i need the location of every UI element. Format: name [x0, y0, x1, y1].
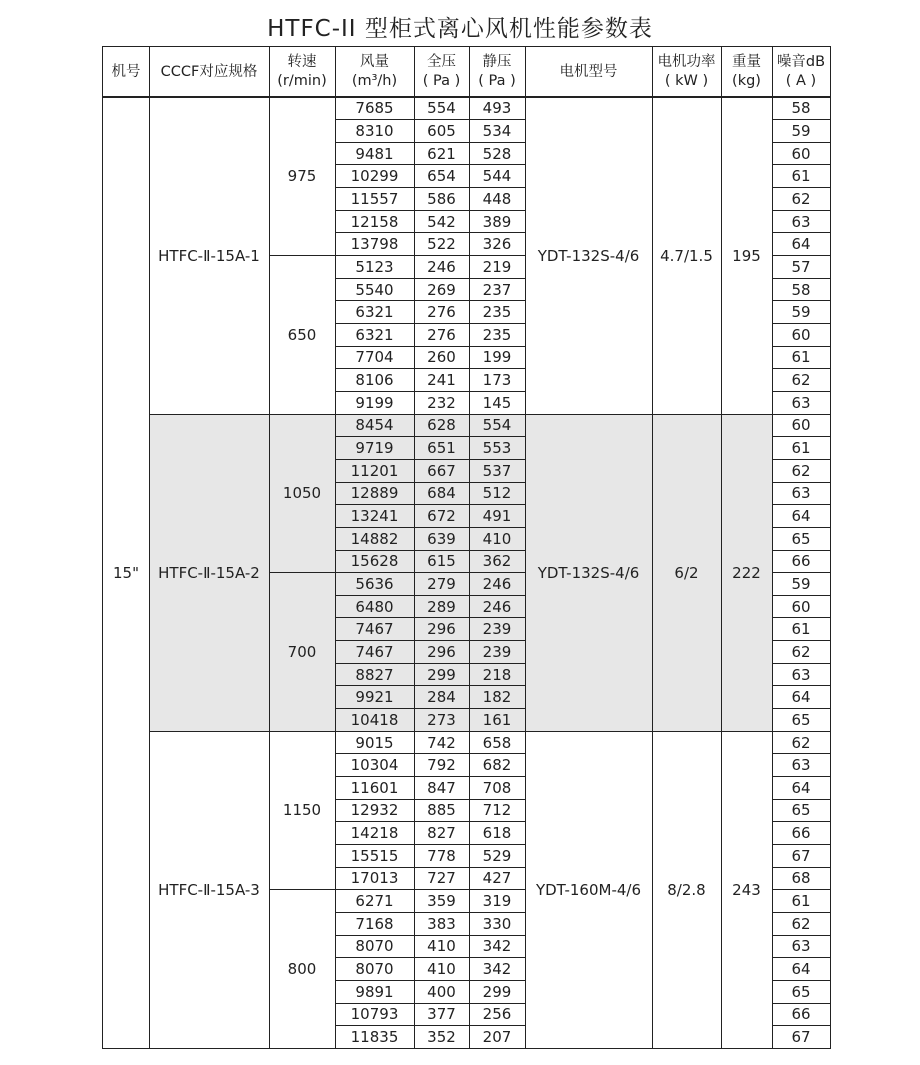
static-pressure-cell: 410	[482, 529, 512, 548]
noise-cell: 66	[791, 824, 811, 843]
airflow-cell: 9015	[355, 733, 394, 752]
row-divider	[772, 210, 830, 211]
airflow-cell: 12932	[350, 801, 399, 820]
static-pressure-cell: 219	[482, 257, 512, 276]
static-pressure-cell: 493	[482, 99, 512, 118]
airflow-cell: 7685	[355, 99, 394, 118]
airflow-cell: 7467	[355, 642, 394, 661]
row-divider	[335, 527, 525, 528]
speed-cell: 700	[287, 642, 317, 661]
noise-cell: 65	[791, 982, 811, 1001]
row-divider	[335, 210, 525, 211]
airflow-cell: 8070	[355, 937, 394, 956]
static-pressure-cell: 342	[482, 960, 512, 978]
total-pressure-cell: 269	[427, 280, 456, 299]
noise-cell: 62	[791, 733, 811, 752]
static-pressure-cell: 218	[482, 665, 512, 684]
spec-cell: HTFC-Ⅱ-15A-3	[158, 880, 260, 899]
airflow-cell: 5123	[355, 257, 394, 276]
total-pressure-cell: 628	[427, 416, 456, 435]
row-divider	[772, 572, 830, 573]
row-divider	[772, 278, 830, 279]
header-model-no: 机号	[111, 63, 141, 80]
noise-cell: 64	[791, 235, 811, 254]
row-divider	[772, 776, 830, 777]
row-divider	[772, 708, 830, 709]
static-pressure-cell: 256	[482, 1005, 512, 1024]
row-divider	[772, 617, 830, 618]
row-divider	[772, 753, 830, 754]
static-pressure-cell: 239	[482, 642, 512, 661]
static-pressure-cell: 389	[482, 212, 512, 231]
static-pressure-cell: 448	[482, 189, 512, 208]
row-divider	[335, 663, 525, 664]
airflow-cell: 6480	[355, 597, 394, 616]
noise-cell: 67	[791, 1027, 811, 1046]
noise-cell: 66	[791, 1005, 811, 1024]
noise-cell: 64	[791, 688, 811, 707]
noise-cell: 63	[791, 756, 811, 775]
static-pressure-cell: 246	[482, 574, 512, 593]
airflow-cell: 6321	[355, 303, 394, 322]
row-divider	[772, 527, 830, 528]
row-divider	[335, 164, 525, 165]
row-divider	[335, 368, 525, 369]
row-divider	[335, 640, 525, 641]
airflow-cell: 9199	[355, 393, 394, 412]
airflow-cell: 10299	[350, 167, 399, 186]
total-pressure-cell: 276	[427, 325, 456, 344]
header-spec: CCCF对应规格	[160, 63, 258, 80]
airflow-cell: 10418	[350, 710, 399, 729]
noise-cell: 64	[791, 507, 811, 525]
airflow-cell: 11835	[350, 1027, 399, 1046]
row-divider	[335, 187, 525, 188]
row-divider	[335, 912, 525, 913]
static-pressure-cell: 512	[482, 484, 512, 503]
noise-cell: 60	[791, 416, 811, 435]
row-divider	[335, 753, 525, 754]
static-pressure-cell: 529	[482, 846, 512, 865]
row-divider	[772, 799, 830, 800]
total-pressure-cell: 605	[427, 121, 456, 140]
header-motor-power	[652, 47, 721, 97]
airflow-cell: 10793	[350, 1005, 399, 1024]
total-pressure-cell: 778	[427, 846, 456, 865]
noise-cell: 61	[791, 348, 811, 367]
noise-cell: 64	[791, 778, 811, 797]
row-divider	[772, 391, 830, 392]
speed-divider	[269, 255, 335, 256]
row-divider	[335, 708, 525, 709]
header-line: ( kW )	[664, 73, 709, 89]
airflow-cell: 14218	[350, 824, 399, 843]
weight-cell: 195	[732, 246, 761, 265]
noise-cell: 62	[791, 461, 811, 480]
row-divider	[772, 550, 830, 551]
noise-cell: 61	[791, 439, 811, 458]
speed-divider	[269, 889, 335, 890]
total-pressure-cell: 792	[427, 756, 456, 775]
noise-cell: 63	[791, 484, 811, 503]
header-static-pressure	[469, 47, 525, 97]
total-pressure-cell: 241	[427, 371, 456, 390]
row-divider	[772, 685, 830, 686]
row-divider	[772, 187, 830, 188]
header-line: (kg)	[732, 73, 761, 89]
noise-cell: 65	[791, 801, 811, 820]
total-pressure-cell: 727	[427, 869, 456, 888]
total-pressure-cell: 296	[427, 642, 456, 661]
total-pressure-cell: 289	[427, 597, 456, 616]
static-pressure-cell: 199	[482, 348, 512, 367]
spec-cell: HTFC-Ⅱ-15A-1	[158, 246, 260, 265]
row-divider	[335, 617, 525, 618]
header-line: ( Pa )	[478, 73, 516, 89]
airflow-cell: 14882	[350, 529, 399, 548]
airflow-cell: 6271	[355, 892, 394, 911]
row-divider	[335, 391, 525, 392]
noise-cell: 60	[791, 144, 811, 163]
speed-cell: 650	[287, 325, 317, 344]
row-divider	[335, 459, 525, 460]
row-divider	[772, 119, 830, 120]
static-pressure-cell: 182	[482, 688, 512, 707]
noise-cell: 61	[791, 620, 811, 639]
static-pressure-cell: 427	[482, 869, 512, 888]
noise-cell: 63	[791, 393, 811, 412]
total-pressure-cell: 296	[427, 620, 456, 639]
header-line: ( A )	[785, 73, 817, 89]
static-pressure-cell: 173	[482, 371, 512, 390]
row-divider	[772, 459, 830, 460]
row-divider	[335, 1025, 525, 1026]
total-pressure-cell: 827	[427, 824, 456, 843]
static-pressure-cell: 239	[482, 620, 512, 639]
noise-cell: 61	[791, 167, 811, 186]
row-divider	[772, 504, 830, 505]
header-line: 静压	[482, 54, 512, 70]
noise-cell: 59	[791, 574, 811, 593]
row-divider	[335, 731, 525, 732]
row-divider	[772, 821, 830, 822]
row-divider	[335, 844, 525, 845]
noise-cell: 60	[791, 325, 811, 344]
row-divider	[772, 731, 830, 732]
total-pressure-cell: 410	[427, 937, 456, 956]
row-divider	[335, 957, 525, 958]
row-divider	[335, 142, 525, 143]
motor-model-cell: YDT-132S-4/6	[537, 563, 640, 582]
noise-cell: 62	[791, 914, 811, 933]
airflow-cell: 7704	[355, 348, 394, 367]
airflow-cell: 9719	[355, 439, 394, 458]
airflow-cell: 8070	[355, 960, 394, 978]
noise-cell: 62	[791, 371, 811, 390]
static-pressure-cell: 544	[482, 167, 512, 186]
noise-cell: 57	[791, 257, 811, 276]
noise-cell: 61	[791, 892, 811, 911]
header-line: 转速	[287, 54, 317, 70]
total-pressure-cell: 542	[427, 212, 456, 231]
row-divider	[772, 957, 830, 958]
row-divider	[335, 935, 525, 936]
row-divider	[772, 436, 830, 437]
static-pressure-cell: 207	[482, 1027, 512, 1046]
header-speed	[269, 47, 335, 97]
total-pressure-cell: 847	[427, 778, 456, 797]
static-pressure-cell: 554	[482, 416, 512, 435]
airflow-cell: 8106	[355, 371, 394, 390]
row-divider	[335, 889, 525, 890]
row-divider	[772, 414, 830, 415]
noise-cell: 68	[791, 869, 811, 888]
airflow-cell: 12158	[350, 212, 399, 231]
row-divider	[772, 1003, 830, 1004]
static-pressure-cell: 362	[482, 552, 512, 571]
row-divider	[335, 323, 525, 324]
row-divider	[772, 164, 830, 165]
total-pressure-cell: 377	[427, 1005, 456, 1024]
performance-table	[102, 46, 831, 1049]
total-pressure-cell: 621	[427, 144, 456, 163]
airflow-cell: 5540	[355, 280, 394, 299]
row-divider	[772, 640, 830, 641]
noise-cell: 62	[791, 189, 811, 208]
airflow-cell: 10304	[350, 756, 399, 775]
airflow-cell: 15628	[350, 552, 399, 571]
speed-divider	[269, 572, 335, 573]
row-divider	[335, 685, 525, 686]
airflow-cell: 17013	[350, 869, 399, 888]
header-line: 噪音dB	[776, 54, 826, 70]
noise-cell: 63	[791, 665, 811, 684]
model-no-cell: 15"	[113, 563, 139, 582]
row-divider	[772, 1025, 830, 1026]
airflow-cell: 12889	[350, 484, 399, 503]
total-pressure-cell: 279	[427, 574, 456, 593]
speed-cell: 1050	[282, 484, 322, 503]
static-pressure-cell: 145	[482, 393, 512, 412]
total-pressure-cell: 246	[427, 257, 456, 276]
airflow-cell: 7467	[355, 620, 394, 639]
total-pressure-cell: 410	[427, 960, 456, 978]
static-pressure-cell: 618	[482, 824, 512, 843]
total-pressure-cell: 672	[427, 507, 456, 525]
row-divider	[772, 844, 830, 845]
static-pressure-cell: 246	[482, 597, 512, 616]
speed-cell: 800	[287, 960, 317, 979]
noise-cell: 58	[791, 280, 811, 299]
row-divider	[772, 300, 830, 301]
motor-model-cell: YDT-132S-4/6	[537, 246, 640, 265]
total-pressure-cell: 651	[427, 439, 456, 458]
total-pressure-cell: 352	[427, 1027, 456, 1046]
row-divider	[335, 482, 525, 483]
row-divider	[772, 142, 830, 143]
total-pressure-cell: 667	[427, 461, 456, 480]
static-pressure-cell: 235	[482, 325, 512, 344]
airflow-cell: 9891	[355, 982, 394, 1001]
row-divider	[772, 663, 830, 664]
row-divider	[335, 1003, 525, 1004]
row-divider	[772, 232, 830, 233]
weight-cell: 222	[732, 563, 761, 582]
static-pressure-cell: 342	[482, 937, 512, 956]
total-pressure-cell: 260	[427, 348, 456, 367]
total-pressure-cell: 400	[427, 982, 456, 1001]
noise-cell: 66	[791, 552, 811, 571]
speed-cell: 1150	[282, 801, 322, 820]
row-divider	[335, 119, 525, 120]
motor-model-cell: YDT-160M-4/6	[535, 880, 642, 899]
total-pressure-cell: 639	[427, 529, 456, 548]
total-pressure-cell: 885	[427, 801, 456, 820]
static-pressure-cell: 708	[482, 778, 512, 797]
total-pressure-cell: 284	[427, 688, 456, 707]
row-divider	[772, 255, 830, 256]
static-pressure-cell: 712	[482, 801, 512, 820]
speed-cell: 975	[287, 167, 317, 186]
airflow-cell: 11201	[350, 461, 399, 480]
total-pressure-cell: 299	[427, 665, 456, 684]
row-divider	[335, 595, 525, 596]
noise-cell: 62	[791, 642, 811, 661]
motor-power-cell: 6/2	[674, 563, 699, 582]
row-divider	[335, 436, 525, 437]
row-divider	[335, 414, 525, 415]
airflow-cell: 11557	[350, 189, 399, 208]
row-divider	[772, 368, 830, 369]
static-pressure-cell: 658	[482, 733, 512, 752]
total-pressure-cell: 383	[427, 914, 456, 933]
header-line: 电机功率	[657, 54, 716, 70]
motor-power-cell: 4.7/1.5	[660, 246, 713, 265]
weight-cell: 243	[732, 880, 761, 899]
motor-power-cell: 8/2.8	[667, 880, 706, 899]
noise-cell: 65	[791, 529, 811, 548]
airflow-cell: 8310	[355, 121, 394, 140]
noise-cell: 67	[791, 846, 811, 865]
page-title: HTFC-II 型柜式离心风机性能参数表	[267, 16, 653, 42]
static-pressure-cell: 235	[482, 303, 512, 322]
airflow-cell: 7168	[355, 914, 394, 933]
static-pressure-cell: 161	[482, 710, 512, 729]
header-line: 风量	[360, 54, 389, 70]
row-divider	[335, 232, 525, 233]
row-divider	[772, 595, 830, 596]
row-divider	[335, 821, 525, 822]
row-divider	[335, 980, 525, 981]
row-divider	[772, 482, 830, 483]
header-airflow	[335, 47, 414, 97]
total-pressure-cell: 276	[427, 303, 456, 322]
total-pressure-cell: 742	[427, 733, 456, 752]
row-divider	[335, 278, 525, 279]
row-divider	[335, 776, 525, 777]
static-pressure-cell: 319	[482, 892, 512, 911]
row-divider	[772, 323, 830, 324]
spec-cell: HTFC-Ⅱ-15A-2	[158, 563, 260, 582]
static-pressure-cell: 330	[482, 914, 512, 933]
static-pressure-cell: 491	[482, 507, 512, 525]
airflow-cell: 5636	[355, 574, 394, 593]
airflow-cell: 11601	[350, 778, 399, 797]
airflow-cell: 13798	[350, 235, 399, 254]
noise-cell: 60	[791, 597, 811, 616]
airflow-cell: 9481	[355, 144, 394, 163]
header-line: 重量	[732, 54, 761, 70]
total-pressure-cell: 554	[427, 99, 456, 118]
noise-cell: 59	[791, 303, 811, 322]
noise-cell: 63	[791, 937, 811, 956]
airflow-cell: 8827	[355, 665, 394, 684]
row-divider	[772, 346, 830, 347]
total-pressure-cell: 522	[427, 235, 456, 254]
row-divider	[772, 912, 830, 913]
header-line: (m³/h)	[351, 73, 398, 89]
row-divider	[335, 255, 525, 256]
static-pressure-cell: 534	[482, 121, 512, 140]
row-divider	[772, 935, 830, 936]
total-pressure-cell: 586	[427, 189, 456, 208]
airflow-cell: 13241	[350, 507, 399, 525]
total-pressure-cell: 615	[427, 552, 456, 571]
header-line: ( Pa )	[422, 73, 461, 89]
airflow-cell: 8454	[355, 416, 394, 435]
header-line: (r/min)	[277, 73, 327, 89]
row-divider	[335, 550, 525, 551]
noise-cell: 65	[791, 710, 811, 729]
header-motor-model: 电机型号	[559, 63, 618, 80]
total-pressure-cell: 654	[427, 167, 456, 186]
row-divider	[335, 346, 525, 347]
airflow-cell: 9921	[355, 688, 394, 707]
noise-cell: 58	[791, 99, 811, 118]
row-divider	[772, 867, 830, 868]
row-divider	[335, 572, 525, 573]
row-divider	[335, 799, 525, 800]
header-total-pressure	[414, 47, 469, 97]
static-pressure-cell: 682	[482, 756, 512, 775]
static-pressure-cell: 299	[482, 982, 512, 1001]
total-pressure-cell: 232	[427, 393, 456, 412]
total-pressure-cell: 273	[427, 710, 456, 729]
row-divider	[772, 889, 830, 890]
static-pressure-cell: 553	[482, 439, 512, 458]
header-weight	[721, 47, 772, 97]
row-divider	[335, 504, 525, 505]
header-line: 全压	[427, 54, 456, 70]
row-divider	[772, 980, 830, 981]
static-pressure-cell: 528	[482, 144, 512, 163]
static-pressure-cell: 326	[482, 235, 512, 254]
noise-cell: 59	[791, 121, 811, 140]
total-pressure-cell: 359	[427, 892, 456, 911]
airflow-cell: 6321	[355, 325, 394, 344]
row-divider	[335, 300, 525, 301]
noise-cell: 64	[791, 960, 811, 978]
noise-cell: 63	[791, 212, 811, 231]
total-pressure-cell: 684	[427, 484, 456, 503]
header-noise	[772, 47, 830, 97]
row-divider	[335, 867, 525, 868]
static-pressure-cell: 537	[482, 461, 512, 480]
static-pressure-cell: 237	[482, 280, 512, 299]
airflow-cell: 15515	[350, 846, 399, 865]
